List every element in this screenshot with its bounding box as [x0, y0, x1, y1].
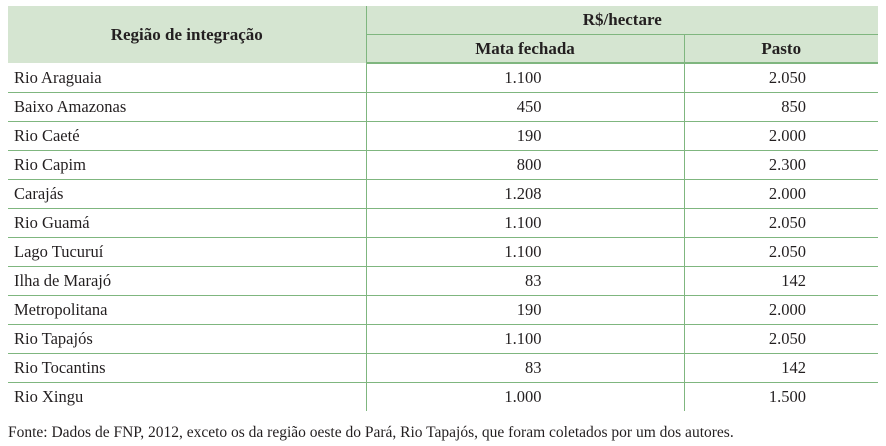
mata-fechada-cell: 1.000	[366, 383, 684, 412]
pasto-cell: 2.300	[684, 151, 878, 180]
mata-fechada-cell: 1.100	[366, 209, 684, 238]
pasto-cell: 2.000	[684, 296, 878, 325]
region-cell: Lago Tucuruí	[8, 238, 366, 267]
pasto-cell: 142	[684, 267, 878, 296]
region-cell: Carajás	[8, 180, 366, 209]
table-row	[8, 122, 878, 151]
region-cell: Rio Tapajós	[8, 325, 366, 354]
mata-fechada-cell: 1.208	[366, 180, 684, 209]
table-row	[8, 63, 878, 93]
mata-fechada-cell: 450	[366, 93, 684, 122]
header-pasto: Pasto	[684, 35, 878, 64]
region-cell: Rio Araguaia	[8, 63, 366, 93]
mata-fechada-cell: 800	[366, 151, 684, 180]
pasto-cell: 2.050	[684, 63, 878, 93]
region-cell: Metropolitana	[8, 296, 366, 325]
table-row	[8, 209, 878, 238]
table-row	[8, 238, 878, 267]
region-cell: Rio Capim	[8, 151, 366, 180]
header-price-group: R$/hectare	[366, 6, 878, 35]
pasto-cell: 2.050	[684, 209, 878, 238]
mata-fechada-cell: 83	[366, 267, 684, 296]
table-row	[8, 151, 878, 180]
table-row	[8, 325, 878, 354]
pasto-cell: 2.000	[684, 122, 878, 151]
table-body	[8, 63, 878, 411]
price-table-container	[8, 6, 878, 411]
pasto-cell: 1.500	[768, 387, 806, 406]
table-row	[8, 267, 878, 296]
pasto-cell: 850	[684, 93, 878, 122]
region-cell: Baixo Amazonas	[8, 93, 366, 122]
table-header	[8, 6, 878, 63]
region-cell: Rio Tocantins	[8, 354, 366, 383]
table-row	[8, 296, 878, 325]
land-price-table	[8, 6, 878, 411]
table-row	[8, 93, 878, 122]
region-cell: Ilha de Marajó	[8, 267, 366, 296]
mata-fechada-cell: 190	[366, 296, 684, 325]
mata-fechada-cell: 83	[366, 354, 684, 383]
table-row	[8, 354, 878, 383]
table-row	[8, 383, 878, 412]
mata-fechada-cell: 1.100	[366, 238, 684, 267]
mata-fechada-cell: 1.100	[366, 325, 684, 354]
pasto-cell: 2.050	[684, 325, 878, 354]
region-cell: Rio Caeté	[8, 122, 366, 151]
pasto-cell: 2.000	[684, 180, 878, 209]
pasto-cell: 142	[684, 354, 878, 383]
region-cell: Rio Xingu	[8, 383, 366, 412]
region-cell: Rio Guamá	[8, 209, 366, 238]
header-region: Região de integração	[8, 6, 366, 63]
source-note: Fonte: Dados de FNP, 2012, exceto os da região oeste do Pará, Rio Tapajós, que foram coletados por um dos autores.	[8, 424, 734, 441]
table-row	[8, 180, 878, 209]
mata-fechada-cell: 1.100	[366, 63, 684, 93]
mata-fechada-cell: 190	[366, 122, 684, 151]
header-mata-fechada: Mata fechada	[366, 35, 684, 64]
pasto-cell: 2.050	[684, 238, 878, 267]
